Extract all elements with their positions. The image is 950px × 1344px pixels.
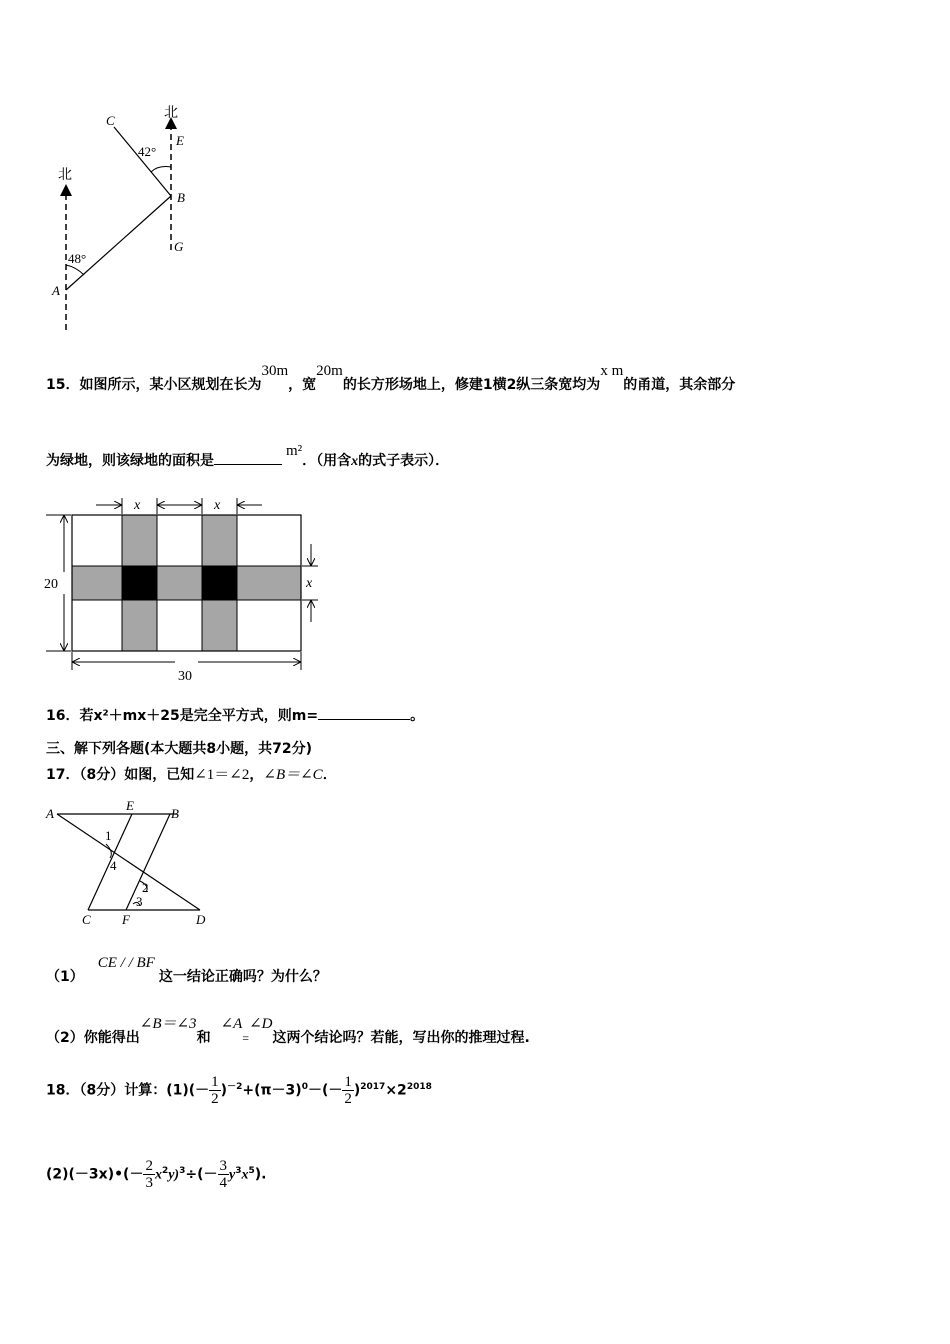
q18-p1-a: (1)(－: [166, 1082, 210, 1099]
point-e-label: E: [176, 133, 184, 148]
q16: [46, 705, 424, 725]
q18-f4-den: 4: [219, 1175, 228, 1191]
q15-text-c: 的长方形场地上，修建1横2纵三条宽均为: [342, 377, 601, 393]
fig17-angle-4: 4: [110, 858, 117, 873]
top-x-label-2: x: [214, 498, 221, 513]
segment-bc: [114, 127, 171, 196]
parallel-lines-figure: [40, 796, 220, 931]
q17-p2-expr-1: ∠B＝∠3: [139, 1016, 197, 1032]
q17-p2-and: 和: [196, 1030, 211, 1046]
q17-p2-prefix: （2）你能得出: [46, 1030, 140, 1046]
q15-width: 20m: [316, 363, 343, 379]
q18-p2-g: ).: [254, 1166, 267, 1183]
q18-exp-5: 2: [161, 1165, 169, 1176]
q18-f2-num: 1: [344, 1074, 352, 1090]
q17-condition-1: ∠1＝∠2: [194, 767, 250, 783]
segment-ab: [66, 196, 171, 290]
q15-text-g: 的式子表示）．: [358, 453, 450, 469]
angle-48-label: 48°: [68, 251, 87, 266]
fig17-angle-3: 3: [136, 894, 143, 909]
q18-fraction-3: [143, 1158, 155, 1191]
q15-text-e: 为绿地，则该绿地的面积是: [46, 453, 214, 469]
width-label: 30: [178, 669, 192, 684]
q18-exp-2: 0: [301, 1081, 308, 1092]
q18-fraction-4: [218, 1158, 230, 1191]
section-3-title: 三、解下列各题(本大题共8小题，共72分): [46, 741, 313, 757]
q16-expression: x²＋mx＋25: [93, 708, 180, 724]
height-label: 20: [44, 577, 58, 592]
q18-line1: [46, 1074, 432, 1107]
q18-p2-f: x: [241, 1167, 249, 1183]
q15-x-var: x: [351, 454, 359, 469]
q18-prefix: 18．（8分）计算：: [46, 1082, 167, 1099]
top-x-label-1: x: [134, 498, 141, 513]
q17-stem: [46, 763, 337, 784]
q16-answer-blank[interactable]: [318, 705, 410, 720]
q18-exp-1: －2: [227, 1081, 243, 1092]
fig17-a: A: [46, 806, 54, 821]
q18-f3-num: 2: [145, 1158, 153, 1174]
q18-fraction-2: [342, 1074, 354, 1107]
right-x-label: x: [306, 576, 313, 591]
q18-p1-c: +(π－3): [242, 1082, 302, 1099]
q17-part2: [46, 1012, 530, 1046]
q18-p2-d: ÷(－: [185, 1166, 218, 1183]
q15-text-d: 的甬道，其余部分: [623, 377, 736, 393]
q18-line2: [46, 1158, 266, 1191]
q18-exp-7: 3: [235, 1165, 242, 1176]
q17-p1-expression: CE / / BF: [97, 955, 155, 971]
fig17-b: B: [171, 806, 179, 821]
fig17-f: F: [122, 912, 130, 927]
q18-p2-e: y: [229, 1167, 236, 1183]
q17-p2-text: 这两个结论吗？若能，写出你的推理过程.: [272, 1030, 530, 1046]
q17-part1: [46, 952, 327, 985]
q17-p1-text: 这一结论正确吗？为什么？: [158, 969, 327, 985]
q16-prefix: 16．若: [46, 708, 94, 724]
q18-f1-num: 1: [211, 1074, 219, 1090]
q16-middle: 是完全平方式，则: [179, 708, 292, 724]
q15-unit: m²: [286, 443, 303, 459]
q18-p2-b: x: [154, 1167, 162, 1183]
angle-arc-bottom: [66, 265, 84, 275]
bearing-figure: [40, 95, 220, 335]
q17-comma: ，: [249, 767, 264, 783]
point-b-label: B: [177, 190, 185, 205]
q17-end: ．: [322, 767, 337, 783]
point-g-label: G: [174, 239, 184, 254]
rectangle-paths-figure: [40, 492, 330, 687]
q18-exp-6: 3: [179, 1165, 186, 1176]
q17-p2-expr-2: ∠A: [220, 1016, 243, 1032]
q18-p1-d: －(－: [307, 1082, 343, 1099]
q17-p1-number: （1）: [46, 969, 84, 985]
q18-exp-3: 2017: [360, 1081, 386, 1092]
point-a-label: A: [52, 283, 60, 298]
fig17-d: D: [196, 912, 206, 927]
intersection-2: [202, 566, 237, 600]
q18-p1-e: ): [353, 1082, 361, 1099]
horizontal-path: [72, 566, 301, 600]
q17-p2-expr-3: ∠D: [249, 1016, 273, 1032]
q18-f3-den: 3: [145, 1175, 153, 1191]
q18-f1-den: 2: [211, 1091, 219, 1107]
north-label-left: 北: [58, 168, 72, 183]
q18-f2-den: 2: [344, 1091, 352, 1107]
q18-fraction-1: [209, 1074, 221, 1107]
q18-exp-8: 5: [248, 1165, 255, 1176]
q15-line2: [46, 440, 450, 469]
north-label-right: 北: [164, 106, 178, 121]
q17-condition-2: ∠B＝∠C: [263, 767, 323, 783]
fig17-e: E: [126, 798, 134, 813]
q18-p2-c: y): [168, 1167, 180, 1183]
q18-p1-f: ×2: [385, 1082, 407, 1099]
q15-text-b: ，宽: [288, 377, 317, 393]
q17-prefix: 17．（8分）如图，已知: [46, 767, 195, 783]
q18-p2-a: (2)(－3x)•(－: [46, 1166, 144, 1183]
q15-text-f: ．（用含: [302, 453, 352, 469]
fig17-c: C: [82, 912, 91, 927]
fig17-angle-2: 2: [142, 880, 149, 895]
q15-line1: [46, 360, 736, 393]
q15-answer-blank[interactable]: [214, 450, 282, 465]
intersection-1: [122, 566, 157, 600]
angle-42-label: 42°: [138, 144, 157, 159]
q16-m-label: m=: [291, 708, 319, 724]
q16-end: 。: [410, 708, 425, 724]
fig17-angle-1: 1: [105, 828, 112, 843]
q18-exp-4: 2018: [406, 1081, 432, 1092]
q17-p2-eq: =: [242, 1031, 250, 1045]
angle-arc-top: [151, 167, 171, 172]
q18-f4-num: 3: [219, 1158, 228, 1174]
q15-text-a: 15．如图所示，某小区规划在长为: [46, 377, 262, 393]
point-c-label: C: [106, 113, 115, 128]
q18-p1-b: ): [220, 1082, 228, 1099]
q15-length: 30m: [261, 363, 289, 379]
q15-xm: x m: [600, 363, 624, 379]
